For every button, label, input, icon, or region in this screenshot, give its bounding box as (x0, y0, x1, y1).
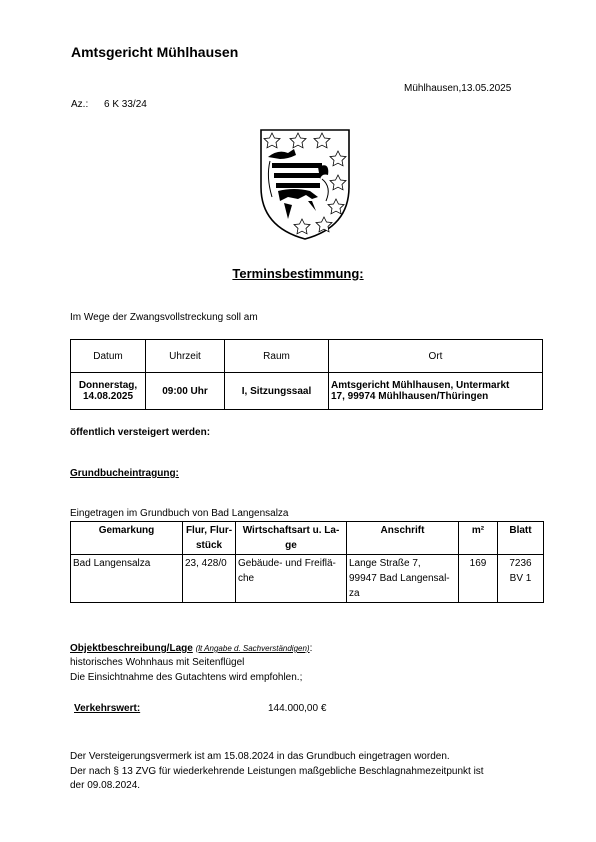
lr-blatt-line2: BV 1 (509, 573, 532, 584)
lr-header-wirtschaftsart (236, 522, 347, 555)
file-number-value: 6 K 33/24 (104, 99, 147, 110)
lr-wirt-line2: che (238, 573, 255, 584)
object-description-note: (lt Angabe d. Sachverständigen) (195, 644, 310, 653)
schedule-place-line1: Amtsgericht Mühlhausen, Untermarkt (331, 380, 510, 391)
lr-header-anschrift: Anschrift (347, 522, 459, 555)
lr-anschrift-line1: Lange Straße 7, (349, 558, 421, 569)
lr-wirtschaftsart (236, 555, 347, 603)
lr-gemarkung: Bad Langensalza (71, 555, 183, 603)
schedule-date (71, 373, 146, 410)
lr-header-blatt: Blatt (498, 522, 544, 555)
market-value-label: Verkehrswert: (74, 703, 141, 714)
object-description-label: Objektbeschreibung/Lage (70, 643, 193, 654)
lr-blatt (498, 555, 544, 603)
schedule-time: 09:00 Uhr (146, 373, 225, 410)
lr-wirt-line1: Gebäude- und Freiflä- (238, 558, 336, 569)
lr-header-flur-line2: stück (195, 540, 223, 551)
schedule-place-line2: 17, 99974 Mühlhausen/Thüringen (331, 391, 489, 402)
auction-statement: öffentlich versteigert werden: (70, 427, 211, 438)
file-number-label: Az.: (71, 99, 89, 110)
schedule-header-uhrzeit: Uhrzeit (146, 340, 225, 373)
market-value: 144.000,00 € (268, 703, 327, 714)
lr-header-wirt-line2: ge (285, 540, 297, 551)
lr-anschrift-line2: 99947 Bad Langensal- (349, 573, 450, 584)
report-recommendation: Die Einsichtnahme des Gutachtens wird empfohlen.; (70, 672, 303, 683)
schedule-table (70, 339, 543, 410)
object-description-heading (70, 643, 312, 654)
schedule-date-weekday: Donnerstag, (78, 380, 138, 391)
lr-header-flur (183, 522, 236, 555)
object-description-suffix: : (309, 643, 313, 654)
schedule-place (329, 373, 543, 410)
lr-blatt-line1: 7236 (509, 558, 532, 569)
court-name: Amtsgericht Mühlhausen (71, 44, 239, 60)
lr-header-wirt-line1: Wirtschaftsart u. La- (242, 525, 340, 536)
schedule-header-ort: Ort (329, 340, 543, 373)
footer-line-1: Der Versteigerungsvermerk ist am 15.08.2024 in das Grundbuch eingetragen worden. (70, 751, 450, 762)
lr-header-m2: m² (459, 522, 498, 555)
schedule-room: I, Sitzungssaal (225, 373, 329, 410)
lr-m2: 169 (459, 555, 498, 603)
object-description-text: historisches Wohnhaus mit Seitenflügel (70, 657, 245, 668)
land-register-table (70, 521, 544, 603)
lr-header-gemarkung: Gemarkung (71, 522, 183, 555)
lr-flur: 23, 428/0 (183, 555, 236, 603)
page-title: Terminsbestimmung: (232, 266, 364, 281)
footer-line-2: Der nach § 13 ZVG für wiederkehrende Leistungen maßgebliche Beschlagnahmezeitpunkt ist (70, 766, 484, 777)
footer-line-3: der 09.08.2024. (70, 780, 141, 791)
land-register-heading: Grundbucheintragung: (70, 468, 179, 479)
lr-anschrift-line3: za (349, 588, 360, 599)
schedule-date-value: 14.08.2025 (82, 391, 134, 402)
coat-of-arms-icon (258, 127, 352, 242)
place-date: Mühlhausen,13.05.2025 (404, 83, 512, 94)
schedule-header-raum: Raum (225, 340, 329, 373)
schedule-header-datum: Datum (71, 340, 146, 373)
lr-header-flur-line1: Flur, Flur- (185, 525, 233, 536)
lr-anschrift (347, 555, 459, 603)
intro-text: Im Wege der Zwangsvollstreckung soll am (70, 312, 258, 323)
land-register-intro: Eingetragen im Grundbuch von Bad Langensalza (70, 508, 289, 519)
